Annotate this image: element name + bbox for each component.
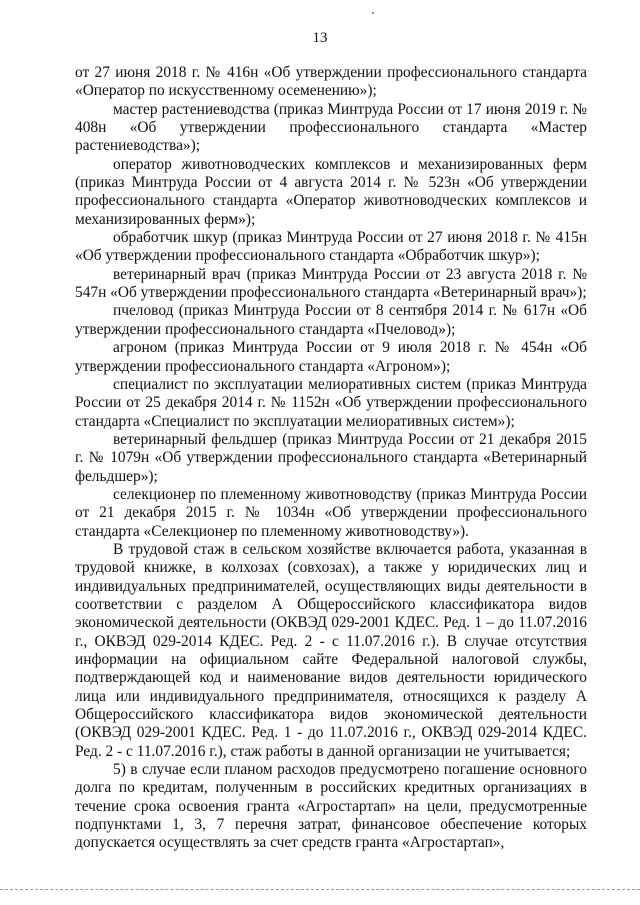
paragraph-livestock-operator: оператор животноводческих комплексов и механизированных ферм (приказ Минтруда России от 4 августа 2014 г. № 523н «Об утверждении профессионального стандарта «Оператор животноводческих комплексов и механизированных ферм»); xyxy=(75,155,587,228)
paragraph-veterinarian: ветеринарный врач (приказ Минтруда России от 23 августа 2018 г. № 547н «Об утверждении профессионального стандарта «Ветеринарный врач»); xyxy=(75,265,587,302)
paragraph-beekeeper: пчеловод (приказ Минтруда России от 8 сентября 2014 г. № 617н «Об утверждении профессионального стандарта «Пчеловод»); xyxy=(75,302,587,338)
paragraph-reclamation-specialist: специалист по эксплуатации мелиоративных систем (приказ Минтруда России от 25 декабря 2014 г. № 1152н «Об утверждении профессионального стандарта «Специалист по эксплуатации мелиоративных систем»); xyxy=(75,375,587,430)
document-body xyxy=(75,64,587,853)
paragraph-crop-master: мастер растениеводства (приказ Минтруда России от 17 июня 2019 г. № 408н «Об утверждении профессионального стандарта «Мастер растениеводства»); xyxy=(75,100,587,155)
page-number: 13 xyxy=(312,30,328,46)
paragraph-hide-processor: обработчик шкур (приказ Минтруда России от 27 июня 2018 г. № 415н «Об утверждении профессионального стандарта «Обработчик шкур»); xyxy=(75,229,587,265)
paragraph-insemination-operator: от 27 июня 2018 г. № 416н «Об утверждении профессионального стандарта «Оператор по искусственному осеменению»); xyxy=(75,64,587,100)
scan-speck xyxy=(372,12,374,14)
paragraph-item-5: 5) в случае если планом расходов предусмотрено погашение основного долга по кредитам, полученным в российских кредитных организациях в течение срока освоения гранта «Агростартап» на цели, предусмотренные подпунктами 1, 3, 7 перечня затрат, финансовое обеспечение которых допускается осуществлять за счет средств гранта «Агростартап», xyxy=(75,761,587,852)
paragraph-breeding-selector: селекционер по племенному животноводству (приказ Минтруда России от 21 декабря 2015 г. № 1034н «Об утверждении профессионального стандарта «Селекционер по племенному животноводству»). xyxy=(75,485,587,540)
paragraph-work-experience: В трудовой стаж в сельском хозяйстве включается работа, указанная в трудовой книжке, в колхозах (совхозах), а также у юридических лиц и индивидуальных предпринимателей, осуществляющих виды деятельности в соответствии с разделом А Общероссийского классификатора видов экономической деятельности (ОКВЭД 029-2001 КДЕС. Ред. 1 – до 11.07.2016 г., ОКВЭД 029-2014 КДЕС. Ред. 2 - с 11.07.2016 г.). В случае отсутствия информации на официальном сайте Федеральной налоговой службы, подтверждающей код и наименование видов деятельности юридического лица или индивидуального предпринимателя, относящихся к разделу А Общероссийского классификатора видов экономической деятельности (ОКВЭД 029-2001 КДЕС. Ред. 1 - до 11.07.2016 г., ОКВЭД 029-2014 КДЕС. Ред. 2 - с 11.07.2016 г.), стаж работы в данной организации не учитывается; xyxy=(75,540,587,760)
paragraph-agronomist: агроном (приказ Минтруда России от 9 июля 2018 г. № 454н «Об утверждении профессионального стандарта «Агроном»); xyxy=(75,339,587,375)
paragraph-veterinary-assistant: ветеринарный фельдшер (приказ Минтруда России от 21 декабря 2015 г. № 1079н «Об утверждении профессионального стандарта «Ветеринарный фельдшер»); xyxy=(75,430,587,485)
scan-edge-line xyxy=(0,889,640,890)
